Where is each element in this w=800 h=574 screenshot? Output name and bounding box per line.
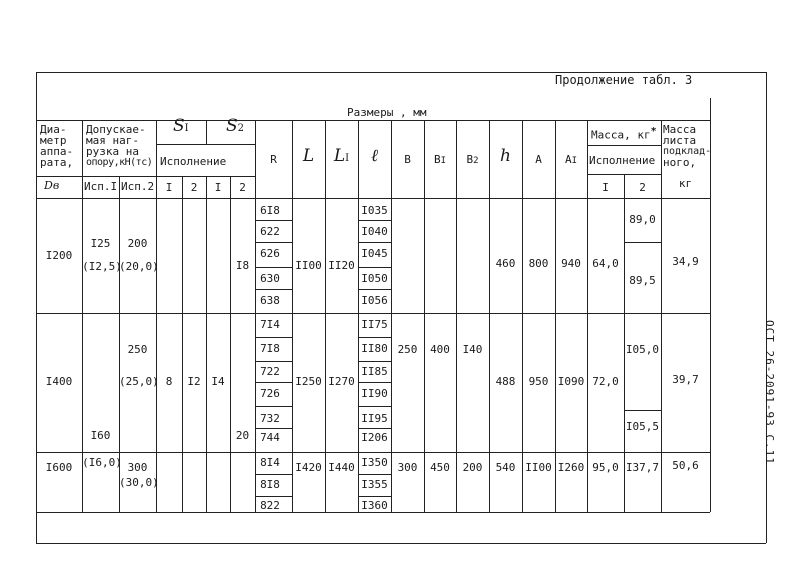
B2-value: I40	[462, 343, 483, 356]
mass1-value: 95,0	[592, 461, 619, 474]
diameter-value: I600	[45, 461, 73, 474]
l-value: II95	[361, 412, 388, 425]
mass-col-1: I	[602, 181, 609, 194]
col-B2: B2	[466, 153, 479, 166]
execution-header: Исполнение	[160, 155, 227, 168]
mass1-value: 64,0	[592, 257, 619, 270]
l-value: I355	[361, 478, 388, 491]
s-col-1: I	[165, 181, 173, 194]
col-h: h	[500, 146, 511, 166]
bottom-rule	[36, 543, 766, 544]
A-value: 950	[528, 375, 549, 388]
s1-2-value: I2	[187, 375, 201, 388]
s2-2-value: I8	[235, 259, 250, 272]
l-value: II90	[361, 387, 388, 400]
col-R: R	[270, 153, 277, 166]
plate-line-3: подклад-	[663, 146, 712, 157]
standard-designation: ОСТ 26-2091-93 С.11	[763, 320, 776, 465]
col-l: ℓ	[370, 146, 379, 166]
B1-value: 400	[430, 343, 450, 356]
R-value: 822	[260, 499, 280, 512]
s-col-4: 2	[239, 181, 246, 194]
load-isp2: Исп.2	[121, 180, 155, 193]
A1-value: 940	[561, 257, 581, 270]
load-line-3: рузка на	[86, 145, 139, 158]
diameter-value: I400	[45, 375, 73, 388]
L1-value: I270	[328, 375, 355, 388]
col-L1: LI	[333, 146, 350, 166]
R-value: 630	[260, 272, 280, 285]
continuation-label: Продолжение табл. 3	[555, 73, 693, 87]
A1-value: I260	[557, 461, 585, 474]
l-value: I206	[361, 431, 388, 444]
l-value: II80	[361, 342, 388, 355]
diameter-line-4: рата,	[40, 156, 74, 169]
R-value: 638	[260, 294, 280, 307]
l-value: I040	[361, 225, 388, 238]
col-L: L	[302, 146, 315, 166]
B2-value: 200	[462, 461, 483, 474]
plate-mass-value: 39,7	[672, 373, 699, 386]
load2-tc: (25,0)	[119, 375, 159, 388]
diameter-line-3: аппа-	[40, 145, 74, 158]
col-B1: BI	[433, 153, 447, 166]
load2-value: 300	[127, 461, 148, 474]
A-value: II00	[525, 461, 552, 474]
load2-value: 250	[127, 343, 148, 356]
l-value: I360	[361, 499, 388, 512]
B-value: 300	[397, 461, 418, 474]
h-value: 488	[495, 375, 516, 388]
R-value: 622	[260, 225, 280, 238]
load-line-4: опору,кН(тс)	[86, 157, 153, 168]
plate-line-4: ного,	[663, 156, 697, 169]
diameter-line-1: Диа-	[40, 123, 67, 136]
R-value: 8I8	[260, 478, 280, 491]
plate-unit: кг	[678, 177, 693, 190]
h-value: 460	[495, 257, 516, 270]
diameter-symbol: Dв	[44, 179, 60, 192]
s-col-3: I	[214, 181, 222, 194]
load2-tc: (30,0)	[119, 476, 159, 489]
mass2-value: I05,0	[625, 343, 660, 356]
diameter-line-2: метр	[40, 134, 67, 147]
load1-value: I60	[90, 429, 111, 442]
plate-mass-value: 50,6	[672, 459, 699, 472]
B1-value: 450	[430, 461, 450, 474]
s2-1-value: I4	[211, 375, 225, 388]
l-value: I350	[361, 456, 388, 469]
load-line-2: мая наг-	[86, 134, 139, 147]
R-value: 744	[260, 431, 280, 444]
R-value: 7I4	[260, 318, 280, 331]
L1-value: I440	[328, 461, 355, 474]
load1-tc: (I6,0)	[82, 456, 122, 469]
l-value: II85	[361, 365, 388, 378]
s2-header: S2	[226, 116, 245, 136]
l-value: I035	[361, 204, 388, 217]
sizes-title: Размеры , мм	[347, 106, 427, 119]
l-value: I050	[361, 272, 388, 285]
mass2-value: I37,7	[625, 461, 660, 474]
s1-1-value: 8	[165, 375, 173, 388]
load-line-1: Допускае-	[86, 123, 146, 136]
l-value: I045	[361, 247, 388, 260]
L1-value: II20	[328, 259, 355, 272]
col-A: A	[535, 153, 542, 166]
col-B: B	[404, 153, 411, 166]
B-value: 250	[397, 343, 418, 356]
s-col-2: 2	[190, 181, 198, 194]
diameter-value: I200	[45, 249, 73, 262]
A-value: 800	[528, 257, 549, 270]
L-value: II00	[295, 259, 322, 272]
mass-col-2: 2	[639, 181, 646, 194]
load2-tc: (20,0)	[119, 260, 159, 273]
mass2-value: I05,5	[625, 420, 660, 433]
load2-value: 200	[127, 237, 148, 250]
R-value: 722	[260, 365, 280, 378]
mass1-value: 72,0	[592, 375, 619, 388]
mass-execution: Исполнение	[589, 154, 656, 167]
load-isp1: Исп.I	[84, 180, 118, 193]
R-value: 6I8	[260, 204, 280, 217]
mass2-value: 89,0	[629, 213, 656, 226]
R-value: 726	[260, 387, 280, 400]
load1-tc: (I2,5)	[82, 260, 122, 273]
plate-line-2: листа	[663, 134, 697, 147]
l-value: I056	[361, 294, 388, 307]
mass2-value: 89,5	[629, 274, 656, 287]
right-rule	[766, 72, 767, 543]
R-value: 626	[260, 247, 280, 260]
s2-2-value: 20	[235, 429, 250, 442]
R-value: 8I4	[260, 456, 280, 469]
R-value: 732	[260, 412, 280, 425]
R-value: 7I8	[260, 342, 280, 355]
col-A1: AI	[564, 153, 578, 166]
L-value: I250	[295, 375, 322, 388]
mass-header: Масса, кг*	[591, 126, 657, 142]
plate-mass-value: 34,9	[672, 255, 699, 268]
l-value: II75	[361, 318, 388, 331]
s1-header: SI	[173, 116, 189, 136]
L-value: I420	[295, 461, 322, 474]
A1-value: I090	[557, 375, 585, 388]
load1-value: I25	[90, 237, 111, 250]
h-value: 540	[495, 461, 516, 474]
plate-line-1: Масса	[663, 123, 697, 136]
